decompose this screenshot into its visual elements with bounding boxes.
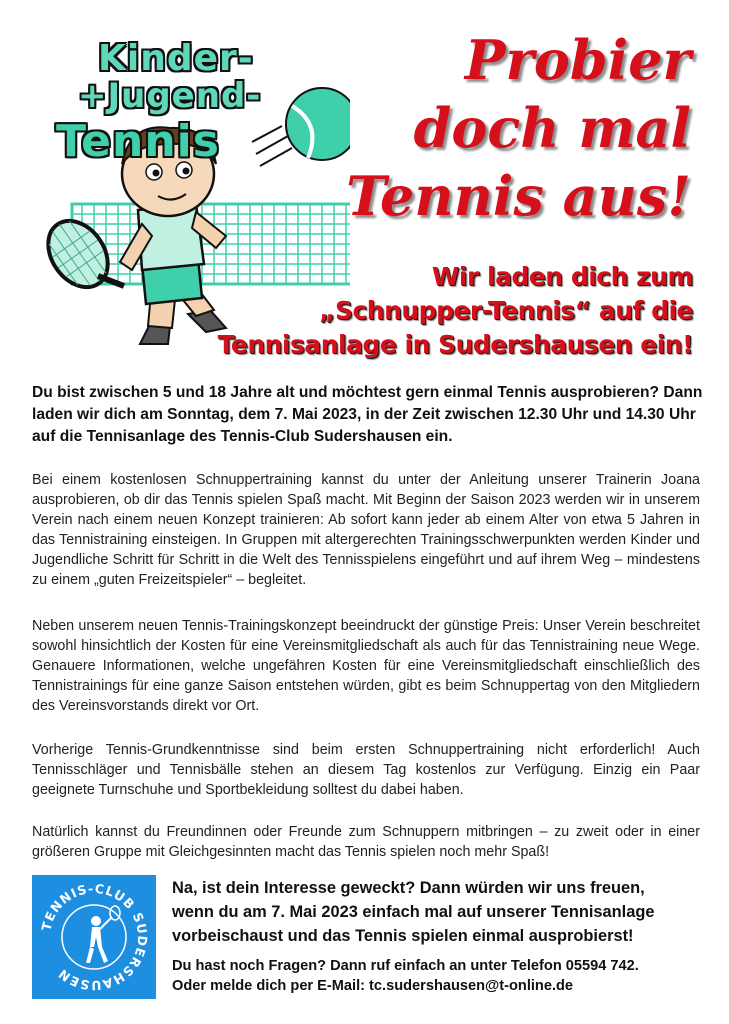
contact-phone-line: Du hast noch Fragen? Dann ruf einfach an unter Telefon 05594 742. — [172, 958, 639, 974]
kinder-jugend-tennis-logo — [20, 14, 350, 354]
headline-line-2: doch mal — [413, 96, 691, 160]
closing-line-2: wenn du am 7. Mai 2023 einfach mal auf unserer Tennisanlage — [172, 903, 655, 921]
body-paragraph-4: Natürlich kannst du Freundinnen oder Freunde zum Schnuppern mitbringen – zu zweit oder in einer größeren Gruppe mit Gleichgesinnten macht das Tennis spielen noch mehr Spaß! — [32, 824, 700, 860]
invite-line-1: Wir laden dich zum — [431, 262, 693, 291]
lead-paragraph: Du bist zwischen 5 und 18 Jahre alt und möchtest gern einmal Tennis ausprobieren? Dann laden wir dich am Sonntag, dem 7. Mai 2023, in der Zeit zwischen 12.30 Uhr und 14.30 Uhr auf die Tennisanlage des Tennis-Club Sudershausen ein. — [32, 384, 703, 445]
tennis-club-logo-graphic — [32, 875, 156, 999]
headline-line-1: Probier — [464, 28, 691, 92]
closing-text — [172, 876, 702, 948]
contact-email-line: Oder melde dich per E-Mail: tc.sudershausen@t-online.de — [172, 978, 574, 994]
closing-line-3: vorbeischaust und das Tennis spielen einmal ausprobierst! — [172, 927, 634, 945]
headline-line-3: Tennis aus! — [346, 164, 691, 228]
logo-word-jugend: +Jugend- — [78, 76, 262, 116]
club-logo-text: TENNIS-CLUB SUDERSHAUSEN — [38, 880, 151, 994]
logo-word-kinder: Kinder- — [98, 38, 254, 79]
body-paragraph-1: Bei einem kostenlosen Schnuppertraining kannst du unter der Anleitung unserer Trainerin Joana ausprobieren, ob dir das Tennis spielen Spaß macht. Mit Beginn der Saison 2023 werden wir in unserem Verein nach einem neuen Konzept trainieren: Ab sofort kann jeder ab einem Alter von etwa 5 Jahren in das Tennistraining einsteigen. In Gruppen mit altergerechten Trainingsschwerpunkten werden Kinder und Jugendliche Schritt für Schritt in die Welt des Tennisspielens eingeführt und auf ihrem Weg – mindestens zu einem „guten Freizeitspieler“ – begleitet. — [32, 472, 700, 588]
tennis-ball-graphic — [286, 88, 350, 160]
logo-word-tennis: Tennis — [56, 116, 220, 167]
club-logo — [32, 875, 156, 999]
closing-line-1: Na, ist dein Interesse geweckt? Dann würden wir uns freuen, — [172, 879, 645, 897]
contact-info — [172, 956, 702, 996]
body-paragraph-3: Vorherige Tennis-Grundkenntnisse sind beim ersten Schnuppertraining nicht erforderlich! Auch Tennisschläger und Tennisbälle stehen an diesem Tag kostenlos zur Verfügung. Einzig ein Paar geeignete Turnschuhe und Sportbekleidung solltest du dabei haben. — [32, 742, 700, 798]
invite-line-2: „Schnupper-Tennis“ auf die — [319, 296, 693, 325]
body-paragraph-2: Neben unserem neuen Tennis-Trainingskonzept beeindruckt der günstige Preis: Unser Verein beschreitet sowohl hinsichtlich der Kosten für eine Vereinsmitgliedschaft als auch für das Tennistraining neue Wege. Genauere Informationen, welche ungefähren Kosten für eine Vereinsmitgliedschaft einschließlich des Tennistrainings für eine ganze Saison entstehen würden, gibt es beim Schnuppertag von den Mitgliedern des Vereinsvorstands direkt vor Ort. — [32, 618, 700, 714]
invite-line-3: Tennisanlage in Sudershausen ein! — [217, 330, 693, 359]
